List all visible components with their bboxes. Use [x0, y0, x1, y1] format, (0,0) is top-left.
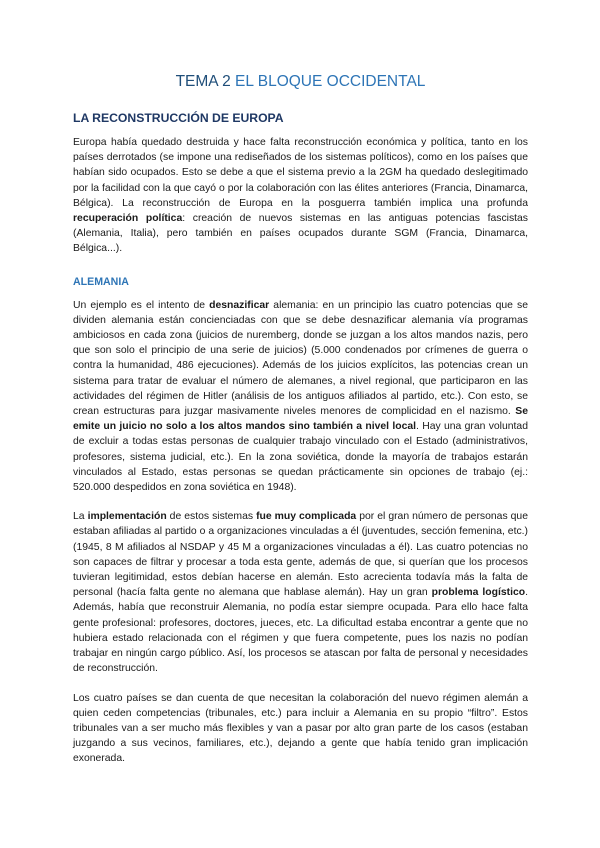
bold-run: fue muy complicada — [256, 511, 357, 523]
title-number: TEMA 2 — [175, 73, 231, 90]
text-run: . Hay una gran voluntad de excluir a todas estas personas de cualquier trabajo vinculado con el Estado (administrativos, profesores, sistema judicial, etc.). En la zona soviética, donde la mayoría de trabajos estarán vinculados al Estado, estas personas se quedan prácticamente sin opciones de trabajo (ej.: 520.000 despedidos en zona soviética en 1948). — [73, 421, 528, 494]
title-text: EL BLOQUE OCCIDENTAL — [235, 73, 426, 90]
bold-run: implementación — [87, 511, 167, 523]
text-run: Europa había quedado destruida y hace falta reconstrucción económica y política, tanto en los países derrotados (se impone una rediseñados de los sistemas políticos), como en los países que habían sido ocupados. Esto se debe a que el sistema previo a la 2GM ha quedado deslegitimado por la facilidad con la que cayó o por la colaboración con las élites anteriores (Francia, Dinamarca, Bélgica). La reconstrucción de Europa en la posguerra también implica una profunda — [73, 137, 528, 209]
section-heading-reconstruccion: LA RECONSTRUCCIÓN DE EUROPA — [73, 111, 284, 125]
paragraph-reconstruccion — [73, 135, 528, 257]
document-title — [73, 0, 528, 92]
bold-run: recuperación política — [73, 213, 183, 225]
bold-run: desnazificar — [209, 299, 270, 311]
text-run: alemania: en un principio las cuatro potencias que se dividen alemania están concienciadas con que se debe desnazificar alemania vía programas ambiciosos en cada zona (juicios de nuremberg, donde se juzgan a los altos mandos nazis, pero que son solo el principio de una serie de juicios) (5.000 condenados por crímenes de guerra o contra la humanidad, 486 ejecuciones). Además de los juicios explícitos, las potencias crean un sistema para tratar de evaluar el número de alemanes, a nivel regional, que participaron en las actividades del régimen de Hitler (análisis de los antiguos afiliados al partido, etc.). Con esto, se crean estructuras para juzgar masivamente niveles menores de complicidad en el nazismo. — [73, 299, 528, 418]
text-run: : creación de nuevos sistemas en las antiguas potencias fascistas (Alemania, Italia), pero también en países ocupados durante SGM (Francia, Dinamarca, Bélgica...). — [73, 213, 529, 255]
bold-run: problema logístico — [431, 587, 526, 599]
text-run: . Además, había que reconstruir Alemania, no podía estar siempre ocupada. Para ello hace falta gente profesional: profesores, doctores, jueces, etc. La dificultad estaba encontrar a gente que no hubiera estado relacionada con el régimen y que fuera competente, pues los nazis no podían trabajar en ningún cargo público. Así, los procesos se atascan por falta de personal y necesidades de reconstrucción. — [73, 587, 528, 675]
paragraph-implementacion — [73, 509, 528, 676]
text-run: por el gran número de personas que estaban afiliadas al partido o a organizaciones vinculadas a él (juventudes, sección femenina, etc.) (1945, 8 M afiliados al NSDAP y 45 M a organizaciones vinculadas a él). Las cuatro potencias no son capaces de filtrar y procesar a toda esta gente, además de que, si querían que los procesos tuvieran legitimidad, estos debían hacerse en alemán. Esto acrecienta todavía más la falta de personal (hacía falta gente no alemana que hablase alemán). Hay un gran — [73, 511, 528, 599]
text-run: Un ejemplo es el intento de — [73, 299, 210, 311]
text-run: de estos sistemas — [166, 511, 257, 523]
text-run: La — [73, 511, 88, 523]
section-heading-alemania: ALEMANIA — [73, 275, 129, 288]
paragraph-desnazificar — [73, 298, 528, 496]
bold-run: Se emite un juicio no solo a los altos mandos sino también a nivel local — [73, 406, 528, 433]
paragraph-tribunales: Los cuatro países se dan cuenta de que necesitan la colaboración del nuevo régimen alemán a quien ceden competencias (tribunales, etc.) para incluir a Alemania en su propio “filtro”. Estos tribunales van a ser mucho más flexibles y van a pasar por alto gran parte de los casos (estaban juzgando a sus vecinos, familiares, etc.), dejando a gente que había tenido gran implicación exonerada. — [73, 692, 528, 765]
